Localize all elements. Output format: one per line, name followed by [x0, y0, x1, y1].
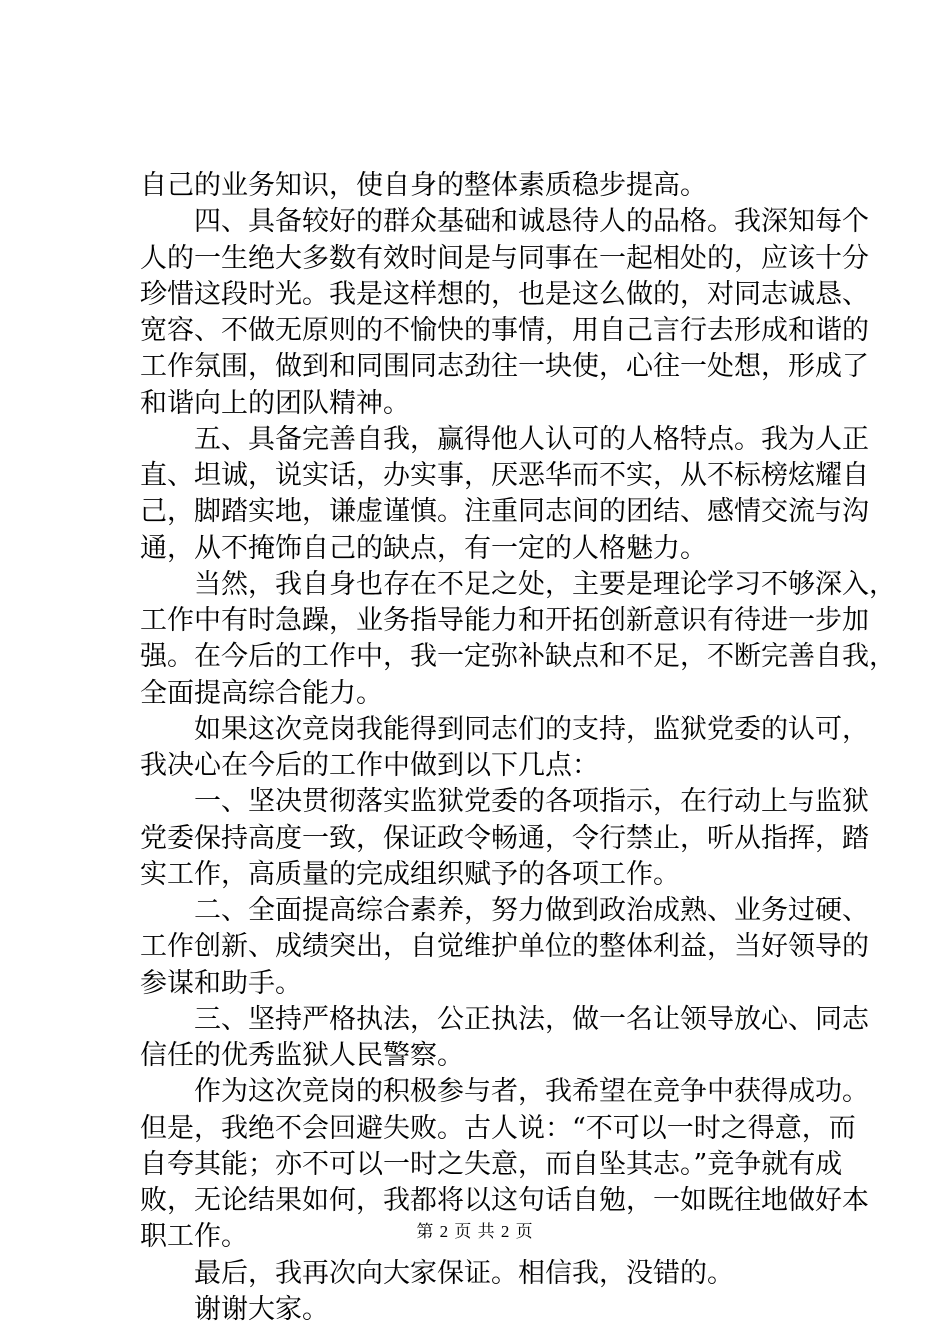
- text-line: 我决心在今后的工作中做到以下几点：: [140, 750, 599, 781]
- text-line: 一、坚决贯彻落实监狱党委的各项指示，在行动上与监狱: [140, 786, 869, 818]
- text-line: 工作中有时急躁，业务指导能力和开拓创新意识有待进一步加: [140, 605, 869, 636]
- text-line: 工作氛围，做到和同围同志劲往一块使，心往一处想，形成了: [140, 351, 869, 383]
- text-line: 自夸其能；亦不可以一时之失意，而自坠其志。”竞争就有成: [140, 1148, 843, 1180]
- text-line: 败，无论结果如何，我都将以这句话自勉，一如既往地做好本: [140, 1185, 869, 1216]
- text-line: 二、全面提高综合素养，努力做到政治成熟、业务过硬、: [140, 895, 869, 926]
- text-line: 职工作。: [140, 1221, 248, 1253]
- text-line: 如果这次竞岗我能得到同志们的支持，监狱党委的认可，: [140, 713, 869, 745]
- text-line: 最后，我再次向大家保证。相信我，没错的。: [140, 1257, 734, 1289]
- text-line: 谢谢大家。: [140, 1293, 329, 1325]
- text-line: 四、具备较好的群众基础和诚恳待人的品格。我深知每个: [140, 206, 869, 238]
- text-line: 信任的优秀监狱人民警察。: [140, 1040, 464, 1071]
- text-line: 直、坦诚，说实话，办实事，厌恶华而不实，从不标榜炫耀自: [140, 460, 869, 491]
- text-line: 三、坚持严格执法，公正执法，做一名让领导放心、同志: [140, 1003, 869, 1035]
- text-line: 自己的业务知识，使自身的整体素质稳步提高。: [140, 170, 707, 201]
- page-footer: 第 2 页 共 2 页: [416, 1222, 534, 1241]
- text-line: 和谐向上的团队精神。: [140, 387, 410, 419]
- text-line: 强。在今后的工作中，我一定弥补缺点和不足，不断完善自我，: [140, 641, 896, 673]
- text-line: 全面提高综合能力。: [140, 677, 383, 709]
- text-line: 珍惜这段时光。我是这样想的，也是这么做的，对同志诚恳、: [140, 278, 869, 310]
- text-line: 参谋和助手。: [140, 967, 302, 999]
- text-line: 工作创新、成绩突出，自觉维护单位的整体利益，当好领导的: [140, 931, 869, 963]
- text-line: 当然，我自身也存在不足之处，主要是理论学习不够深入，: [140, 568, 896, 600]
- text-line: 人的一生绝大多数有效时间是与同事在一起相处的，应该十分: [140, 242, 869, 274]
- text-line: 五、具备完善自我，赢得他人认可的人格特点。我为人正: [140, 423, 869, 455]
- text-line: 党委保持高度一致，保证政令畅通，令行禁止，听从指挥，踏: [140, 822, 869, 854]
- text-line: 宽容、不做无原则的不愉快的事情，用自己言行去形成和谐的: [140, 315, 869, 346]
- text-line: 通，从不掩饰自己的缺点，有一定的人格魅力。: [140, 532, 707, 564]
- text-line: 作为这次竞岗的积极参与者，我希望在竞争中获得成功。: [140, 1076, 869, 1108]
- document-body: [140, 168, 896, 1328]
- text-line: 但是，我绝不会回避失败。古人说：“不可以一时之得意，而: [140, 1112, 856, 1144]
- text-line: 己，脚踏实地，谦虚谨慎。注重同志间的团结、感情交流与沟: [140, 496, 869, 528]
- text-line: 实工作，高质量的完成组织赋予的各项工作。: [140, 858, 680, 890]
